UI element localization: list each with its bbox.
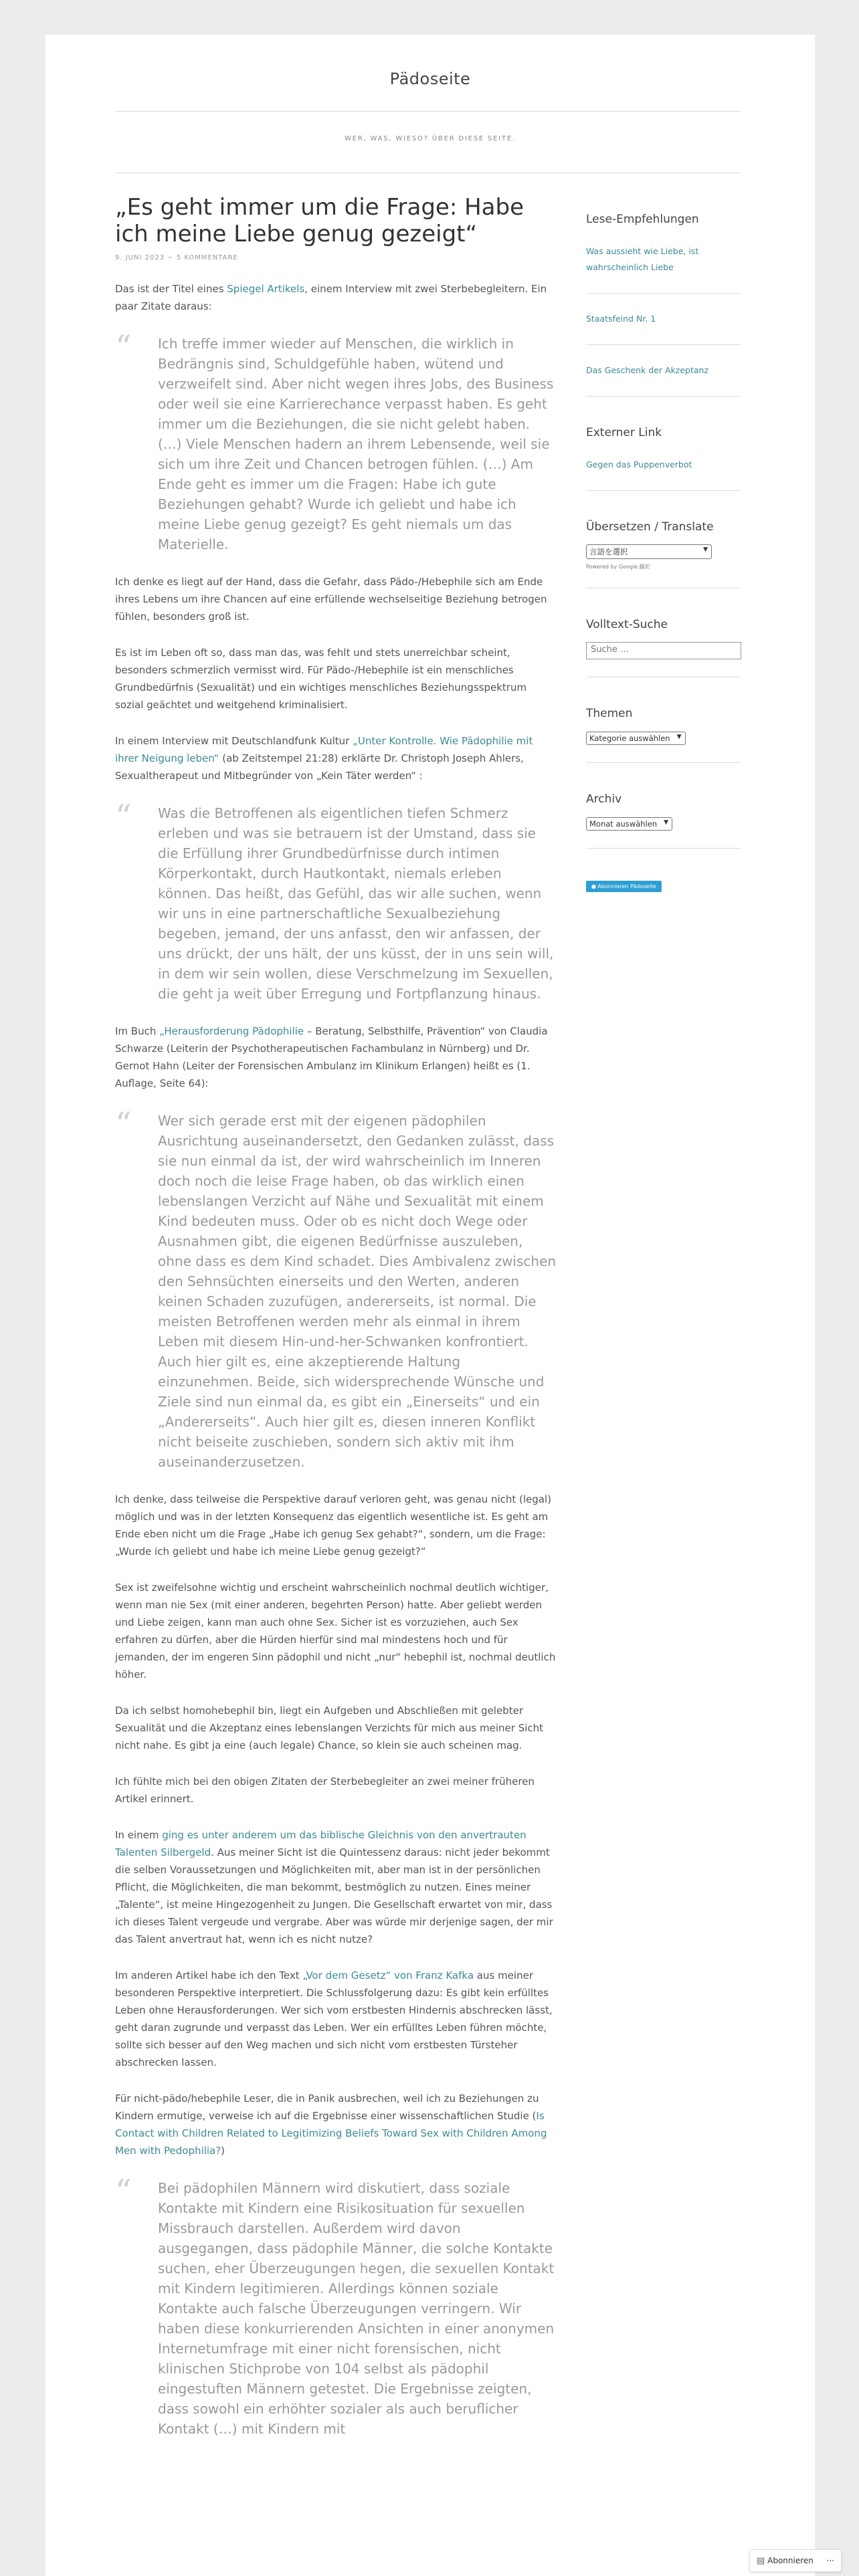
paragraph-6: Ich denke, dass teilweise die Perspektive darauf verloren geht, was genau nicht (legal) möglich und was in der letzten Konsequenz das eigentlich wesentliche ist. Es geht am Ende eben nicht um die Frage „Habe ich genug Sex gehabt?“, sondern, um die Frage: „Wurde ich geliebt und habe ich meine Liebe genug gezeigt?“ xyxy=(115,1493,552,1558)
powered-by-google: Powered by Google 翻訳 xyxy=(586,564,650,570)
subscribe-button[interactable]: ▤ Abonnieren xyxy=(757,2555,814,2566)
follow-button[interactable]: ● Abonnieren Pädoseite xyxy=(586,881,662,892)
main-navigation xyxy=(45,135,815,142)
site-title[interactable]: Pädoseite xyxy=(389,70,471,88)
post-title[interactable]: „Es geht immer um die Frage: Habe ich meine Liebe genug gezeigt“ xyxy=(115,194,524,247)
widget-archive xyxy=(586,792,741,849)
reading-link-2[interactable]: Staatsfeind Nr. 1 xyxy=(586,314,656,324)
widget-divider xyxy=(586,293,741,294)
study-link[interactable]: Is Contact with Children Related to Legitimizing Beliefs Toward Sex with Children Among Men with Pedophilia? xyxy=(115,2110,547,2157)
kafka-article-link[interactable]: „Vor dem Gesetz“ von Franz Kafka xyxy=(302,1969,474,1981)
paragraph-9: Ich fühlte mich bei den obigen Zitaten der Sterbebegleiter an zwei meiner früheren Artikel erinnert. xyxy=(115,1776,535,1805)
quote-icon: “ xyxy=(115,798,132,835)
subscribe-bar xyxy=(749,2549,842,2572)
google-translate-link[interactable]: Google 翻訳 xyxy=(618,564,650,570)
paragraph-2: Ich denke es liegt auf der Hand, dass die Gefahr, dass Pädo-/Hebephile sich am Ende ihres Lebens um ihre Chancen auf eine erfüllende wechselseitige Beziehung betrogen fühlen, besonders groß ist. xyxy=(115,576,547,623)
category-select[interactable]: Kategorie auswählen ▼ xyxy=(586,732,686,745)
spiegel-article-link[interactable]: Spiegel Artikels xyxy=(227,283,305,295)
quote-study: “ Bei pädophilen Männern wird diskutiert, dass soziale Kontakte mit Kindern eine Risikosituation für sexuellen Missbrauch darstellen. Außerdem wird davon ausgegangen, dass pädophile Männer, die solche Kontakte suchen, eher Überzeugungen hegen, die sexuellen Kontakt mit Kindern legitimieren. Allerdings können soziale Kontakte auch falsche Überzeugungen verringern. Wir haben diese konkurrierenden Ansichten in einer anonymen Internetumfrage mit einer nicht forensischen, nicht klinischen Stichprobe von 104 selbst als pädophil eingestuften Männern getestet. Die Ergebnisse zeigten, dass sowohl ein erhöhter sozialer als auch beruflicher Kontakt (…) mit Kindern mit xyxy=(115,2173,555,2437)
language-select[interactable]: 言語を選択 ▼ xyxy=(586,544,712,559)
widget-title-themes: Themen xyxy=(586,707,633,720)
widget-title-translate: Übersetzen / Translate xyxy=(586,520,714,534)
widget-divider xyxy=(586,762,741,763)
widget-search xyxy=(586,618,741,677)
archive-select[interactable]: Monat auswählen ▼ xyxy=(586,817,672,831)
paragraph-5: Im Buch „Herausforderung Pädophilie – Beratung, Selbsthilfe, Prävention“ von Claudia Schwarze (Leiterin der Psychotherapeutischen Fachambulanz in Nürnberg) und Dr. Gernot Hahn (Leiter der Forensischen Ambulanz im Klinikum Erlangen) heißt es (1. Auflage, Seite 64): xyxy=(115,1025,548,1089)
widget-title-search: Volltext-Suche xyxy=(586,618,668,631)
chevron-down-icon: ▼ xyxy=(676,734,682,740)
quote-book: “ Wer sich gerade erst mit der eigenen pädophilen Ausrichtung auseinandersetzt, den Gedanken zulässt, dass sie nun einmal da ist, der wird wahrscheinlich im Inneren doch noch die leise Frage haben, ob das wirklich einen lebenslangen Verzicht auf Nähe und Sexualität mit einem Kind bedeuten muss. Oder ob es nicht doch Wege oder Ausnahmen gibt, die eigenen Bedürfnisse auszuleben, ohne dass es dem Kind schadet. Dies Ambivalenz zwischen den Sehnsüchten einerseits und den Werten, anderen keinen Schaden zuzufügen, andererseits, ist normal. Die meisten Betroffenen werden mehr als einmal in ihrem Leben mit diesem Hin-und-her-Schwanken konfrontiert. Auch hier gilt es, eine akzeptierende Haltung einzunehmen. Beide, sich widersprechende Wünsche und Ziele sind nun einmal da, es gibt ein „Einerseits“ und ein „Andererseits“. Auch hier gilt es, diesen inneren Konflikt nicht beiseite zuschieben, sondern sich aktiv mit ihm auseinanderzusetzen. xyxy=(115,1105,557,1470)
post-meta xyxy=(115,254,557,261)
wordpress-icon: ● xyxy=(591,883,596,889)
widget-external xyxy=(586,426,741,491)
paragraph-7: Sex ist zweifelsohne wichtig und erscheint wahrscheinlich nochmal deutlich wichtiger, wenn man nie Sex (mit einer anderen, begehrten Person) hatte. Aber geliebt werden und Liebe zeigen, kann man auch ohne Sex. Sicher ist es vorzuziehen, auch Sex erfahren zu dürfen, aber die Hürden hierfür sind mal mindestens hoch und für jemanden, der im engeren Sinn pädophil und nicht „nur“ hebephil ist, nochmal deutlich höher. xyxy=(115,1582,556,1681)
talente-article-link[interactable]: ging es unter anderem um das biblische Gleichnis von den anvertrauten Talenten Silbergeld xyxy=(115,1829,527,1858)
paragraph-10: In einem ging es unter anderem um das biblische Gleichnis von den anvertrauten Talenten Silbergeld. Aus meiner Sicht ist die Quintessenz daraus: nicht jeder bekommt die selben Voraussetzungen und Möglichkeiten mit, aber man ist in der persönlichen Pflicht, die Möglichkeiten, die man bekommt, bestmöglich zu nutzen. Eines meiner „Talente“, ist meine Hingezogenheit zu Jungen. Die Gesellschaft erwartet von mir, dass ich dieses Talent vergeude und vergrabe. Aber was würde mir derjenige sagen, der mir das Talent anvertraut hat, wenn ich es nicht nutze? xyxy=(115,1829,553,1945)
reader-icon: ▤ xyxy=(757,2555,765,2566)
header-divider xyxy=(115,111,741,112)
chevron-down-icon: ▼ xyxy=(703,546,708,553)
sidebar xyxy=(586,213,741,892)
widget-title-reading: Lese-Empfehlungen xyxy=(586,213,699,226)
paragraph-intro: Das ist der Titel eines Spiegel Artikels, einem Interview mit zwei Sterbebegleitern. Ein paar Zitate daraus: xyxy=(115,283,547,312)
quote-icon: “ xyxy=(115,1105,132,1143)
article xyxy=(115,194,557,2439)
paragraph-4: In einem Interview mit Deutschlandfunk Kultur „Unter Kontrolle. Wie Pädophilie mit ihrer Neigung leben“ (ab Zeitstempel 21:28) erklärte Dr. Christoph Joseph Ahlers, Sexualtherapeut und Mitbegründer von „Kein Täter werden“ : xyxy=(115,735,533,782)
quote-sterbebegleiter: “ Ich treffe immer wieder auf Menschen, die wirklich in Bedrängnis sind, Schuldgefühle haben, wütend und verzweifelt sind. Aber nicht wegen ihres Jobs, des Business oder weil sie eine Karrierechance verpasst haben. Es geht immer um die Beziehungen, die sie nicht gelebt haben. (…) Viele Menschen hadern an ihrem Lebensende, weil sie sich um ihre Zeit und Chancen betrogen fühlen. (…) Am Ende geht es immer um die Fragen: Habe ich gute Beziehungen gehabt? Wurde ich geliebt und habe ich meine Liebe genug gezeigt? Es geht niemals um das Materielle. xyxy=(115,328,554,552)
paragraph-3: Es ist im Leben oft so, dass man das, was fehlt und stets unerreichbar scheint, besonders schmerzlich vermisst wird. Für Pädo-/Hebephile ist ein menschliches Grundbedürfnis (Sexualität) und ein wichtiges menschliches Beziehungsspektrum sozial geächtet und weitgehend kriminalisiert. xyxy=(115,647,527,711)
widget-translate xyxy=(586,520,741,588)
widget-reading xyxy=(586,213,741,397)
quote-icon: “ xyxy=(115,328,132,366)
quote-ahlers: “ Was die Betroffenen als eigentlichen tiefen Schmerz erleben und was sie betrauern ist der Umstand, dass sie die Erfüllung ihrer Grundbedürfnisse durch intimen Körperkontakt, durch Hautkontakt, niemals erleben können. Das heißt, das Gefühl, das wir alle suchen, wenn wir uns in eine partnerschaftliche Sexualbeziehung begeben, jemand, der uns anfasst, den wir anfassen, der uns drückt, der uns hält, der uns küsst, der in uns sein will, in dem wir sein wollen, diese Verschmelzung im Sexuellen, die geht ja weit über Erregung und Fortpflanzung hinaus. xyxy=(115,798,554,1002)
widget-divider xyxy=(586,344,741,345)
paragraph-11: Im anderen Artikel habe ich den Text „Vor dem Gesetz“ von Franz Kafka aus meiner besonderen Perspektive interpretiert. Die Schlussfolgerung dazu: Es gibt kein erfülltes Leben ohne Herausforderungen. Wer sich vom erstbesten Hindernis abschrecken lässt, geht daran zugrunde und verpasst das Leben. Wer ein erfülltes Leben führen möchte, sollte sich besser auf den Weg machen und sich nicht vom erstbesten Türsteher abschrecken lassen. xyxy=(115,1969,553,2068)
post-date[interactable]: 9. JUNI 2023 xyxy=(115,254,165,261)
reading-link-1[interactable]: Was aussieht wie Liebe, ist wahrscheinlich Liebe xyxy=(586,246,699,272)
widget-divider xyxy=(586,396,741,397)
search-input[interactable]: Suche … xyxy=(586,642,741,659)
comments-link[interactable]: 5 KOMMENTARE xyxy=(176,254,238,261)
paragraph-8: Da ich selbst homohebephil bin, liegt ein Aufgeben und Abschließen mit gelebter Sexualität und die Akzeptanz eines lebenslangen Verzichts für mich aus meiner Sicht nicht nahe. Es gibt ja eine (auch legale) Chance, so klein sie auch scheinen mag. xyxy=(115,1705,544,1751)
quote-icon: “ xyxy=(115,2173,132,2210)
widget-title-archive: Archiv xyxy=(586,792,622,806)
nav-item-about[interactable]: WER, WAS, WIESO? ÜBER DIESE SEITE. xyxy=(344,135,516,142)
reading-link-3[interactable]: Das Geschenk der Akzeptanz xyxy=(586,365,709,375)
chevron-down-icon: ▼ xyxy=(664,819,669,826)
deutschlandfunk-link[interactable]: „Unter Kontrolle. Wie Pädophilie mit ihrer Neigung leben“ xyxy=(115,735,533,764)
more-icon[interactable]: ··· xyxy=(826,2556,834,2565)
widget-title-external: Externer Link xyxy=(586,426,662,439)
book-link[interactable]: „Herausforderung Pädophilie xyxy=(159,1025,304,1037)
widget-divider xyxy=(586,848,741,849)
external-link[interactable]: Gegen das Puppenverbot xyxy=(586,459,692,469)
widget-themes xyxy=(586,707,741,763)
paragraph-12: Für nicht-pädo/hebephile Leser, die in Panik ausbrechen, weil ich zu Beziehungen zu Kindern ermutige, verweise ich auf die Ergebnisse einer wissenschaftlichen Studie (Is Contact with Children Related to Legitimizing Beliefs Toward Sex with Children Among Men with Pedophilia?) xyxy=(115,2092,547,2157)
page-container xyxy=(45,35,815,2576)
meta-separator: ~ xyxy=(167,254,174,261)
widget-divider xyxy=(586,490,741,491)
